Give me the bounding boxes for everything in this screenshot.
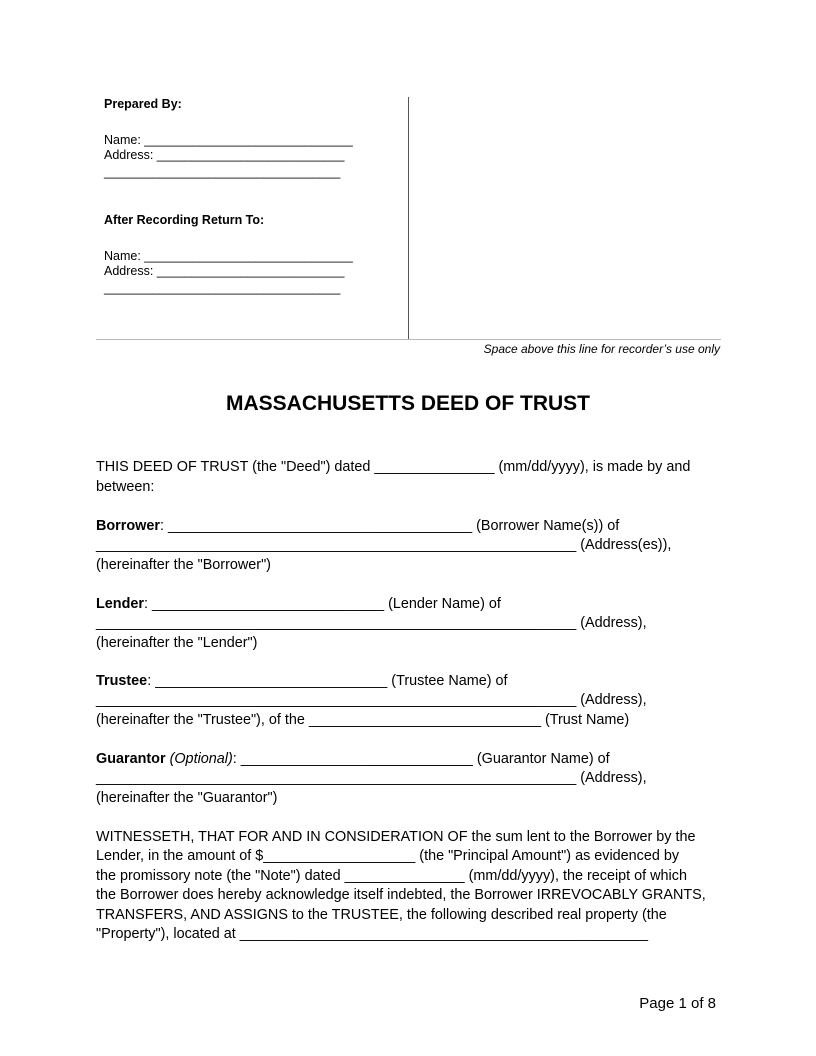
intro-line-2: between: bbox=[96, 479, 155, 495]
borrower-address-field[interactable]: ____________________________________________________________ (Address(es)), bbox=[96, 537, 672, 553]
prepared-by-heading: Prepared By: bbox=[104, 97, 182, 111]
borrower-name-field[interactable]: : ______________________________________ (Borrower Name(s)) of bbox=[159, 518, 620, 534]
borrower-line-3: (hereinafter the "Borrower") bbox=[96, 557, 271, 573]
lender-line-3: (hereinafter the "Lender") bbox=[96, 635, 258, 651]
trustee-trust-name-field[interactable]: (hereinafter the "Trustee"), of the _____________________________ (Trust Name) bbox=[96, 712, 630, 728]
trustee-label: Trustee bbox=[96, 673, 148, 689]
lender-label: Lender bbox=[96, 596, 144, 612]
witnesseth-principal-field[interactable]: Lender, in the amount of $___________________ (the "Principal Amount") as evidenced by bbox=[96, 848, 680, 864]
trustee-name-field[interactable]: : _____________________________ (Trustee Name) of bbox=[147, 673, 508, 689]
lender-line-1 bbox=[96, 595, 501, 615]
witnesseth-line-5: TRANSFERS, AND ASSIGNS to the TRUSTEE, the following described real property (the bbox=[96, 907, 667, 923]
borrower-label: Borrower bbox=[96, 518, 160, 534]
lender-address-field[interactable]: ____________________________________________________________ (Address), bbox=[96, 615, 647, 631]
trustee-line-1 bbox=[96, 672, 508, 692]
witnesseth-note-date-field[interactable]: the promissory note (the "Note") dated _______________ (mm/dd/yyyy), the receipt of which bbox=[96, 868, 687, 884]
recorder-divider-vertical bbox=[408, 97, 409, 339]
prepared-by-address-field[interactable]: Address: ___________________________ bbox=[104, 148, 345, 162]
intro-line-1: THIS DEED OF TRUST (the "Deed") dated _______________ (mm/dd/yyyy), is made by and bbox=[96, 459, 691, 475]
guarantor-line-3: (hereinafter the "Guarantor") bbox=[96, 790, 278, 806]
trustee-address-field[interactable]: ____________________________________________________________ (Address), bbox=[96, 692, 647, 708]
guarantor-label: Guarantor bbox=[96, 751, 166, 767]
prepared-by-name-field[interactable]: Name: ______________________________ bbox=[104, 133, 353, 147]
page-title: MASSACHUSETTS DEED OF TRUST bbox=[225, 392, 590, 415]
witnesseth-line-1: WITNESSETH, THAT FOR AND IN CONSIDERATION OF the sum lent to the Borrower by the bbox=[96, 829, 696, 845]
guarantor-name-field[interactable]: : _____________________________ (Guarantor Name) of bbox=[232, 751, 610, 767]
lender-name-field[interactable]: : _____________________________ (Lender Name) of bbox=[143, 596, 501, 612]
borrower-line-1 bbox=[96, 517, 619, 537]
witnesseth-line-4: the Borrower does hereby acknowledge itself indebted, the Borrower IRREVOCABLY GRANTS, bbox=[96, 887, 706, 903]
page-number: Page 1 of 8 bbox=[639, 995, 716, 1012]
return-to-address-field[interactable]: Address: ___________________________ bbox=[104, 264, 345, 278]
return-to-address-line2[interactable]: __________________________________ bbox=[104, 281, 341, 295]
prepared-by-address-line2[interactable]: __________________________________ bbox=[104, 165, 341, 179]
recorder-divider-horizontal bbox=[96, 339, 721, 340]
witnesseth-property-location-field[interactable]: "Property"), located at ___________________________________________________ bbox=[96, 926, 648, 942]
return-to-heading: After Recording Return To: bbox=[104, 213, 265, 227]
guarantor-line-1 bbox=[96, 750, 610, 770]
return-to-name-field[interactable]: Name: ______________________________ bbox=[104, 249, 353, 263]
guarantor-address-field[interactable]: ____________________________________________________________ (Address), bbox=[96, 770, 647, 786]
guarantor-optional-note: (Optional) bbox=[165, 751, 233, 767]
recorder-note: Space above this line for recorder’s use only bbox=[483, 342, 720, 356]
